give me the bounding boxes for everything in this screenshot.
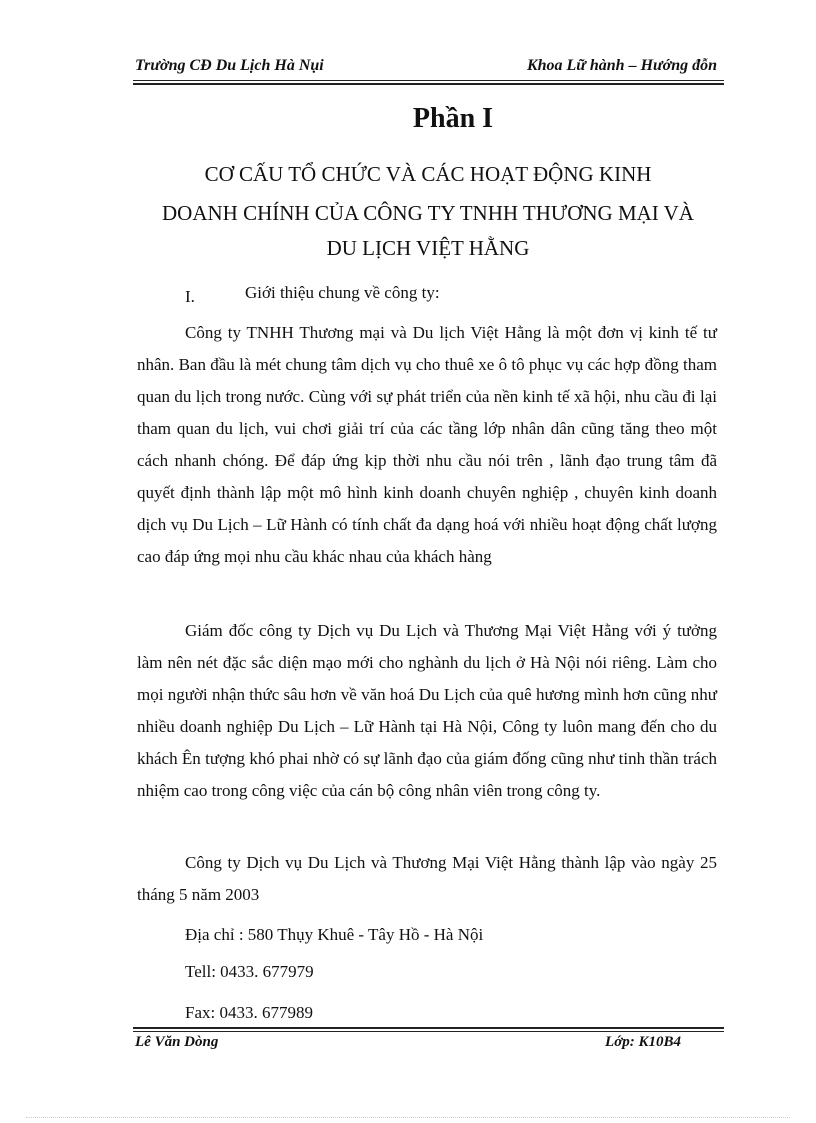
page-title: Phần I — [412, 103, 494, 134]
footer-author: Lê Văn Dòng — [135, 1034, 219, 1050]
footer-class: Lớp: K10B4 — [605, 1034, 681, 1050]
header-school-name: Trường CĐ Du Lịch Hà Nụi — [135, 57, 324, 74]
header-rule-thin — [133, 80, 724, 81]
chapter-heading-line-3: DU LỊCH VIỆT HẰNG — [326, 236, 530, 260]
paragraph-company-intro: Công ty TNHH Thương mại và Du lịch Việt Hằng là một đơn vị kinh tế tư nhân. Ban đầu là mét chung tâm dịch vụ cho thuê xe ô tô phục vụ các hợp đồng tham quan du lịch trong nước. Cùng với sự phát triển của nền kinh tế xã hội, nhu cầu đi lại tham quan du lịch, vui chơi giải trí của các tầng lớp nhân dân cũng tăng theo một cách nhanh chóng. Để đáp ứng kịp thời nhu cầu nói trên , lãnh đạo trung tâm đã quyết định thành lập một mô hình kinh doanh chuyên nghiệp , chuyên kinh doanh dịch vụ Du Lịch – Lữ Hành có tính chất đa dạng hoá với nhiều hoạt động chất lượng cao đáp ứng mọi nhu cầu khác nhau của khách hàng — [137, 323, 717, 566]
page-footer — [133, 1034, 681, 1056]
chapter-heading-line-2: DOANH CHÍNH CỦA CÔNG TY TNHH THƯƠNG MẠI VÀ — [162, 201, 694, 225]
header-rule-thick — [133, 83, 724, 85]
footer-rule-thin — [133, 1031, 724, 1032]
page-bottom-divider — [26, 1117, 790, 1118]
contact-address: Địa chỉ : 580 Thụy Khuê - Tây Hồ - Hà Nội — [185, 925, 484, 944]
contact-fax: Fax: 0433. 677989 — [185, 1003, 313, 1022]
paragraph-director-vision: Giám đốc công ty Dịch vụ Du Lịch và Thương Mại Việt Hằng với ý tưởng làm nên nét đặc sắc diện mạo mới cho nghành du lịch ở Hà Nội nói riêng. Làm cho mọi người nhận thức sâu hơn về văn hoá Du Lịch của quê hương mình hơn cũng như nhiều doanh nghiệp Du Lịch – Lữ Hành tại Hà Nội, Công ty luôn mang đến cho du khách Ên tượng khó phai nhờ có sự lãnh đạo của giám đống cũng như tinh thần trách nhiệm cao trong công việc của cán bộ công nhân viên trong công ty. — [137, 621, 717, 800]
section-number: I. — [185, 287, 195, 306]
footer-rule-thick — [133, 1027, 724, 1029]
section-title: Giới thiệu chung về công ty: — [245, 283, 440, 302]
page-header — [133, 57, 717, 81]
contact-tel: Tell: 0433. 677979 — [185, 962, 314, 981]
header-department: Khoa Lữ hành – Hướng đỗn — [526, 57, 717, 74]
paragraph-founding-date: Công ty Dịch vụ Du Lịch và Thương Mại Việt Hằng thành lập vào ngày 25 tháng 5 năm 2003 — [137, 853, 717, 904]
chapter-heading-line-1: CƠ CẤU TỔ CHỨC VÀ CÁC HOẠT ĐỘNG KINH — [204, 162, 652, 186]
